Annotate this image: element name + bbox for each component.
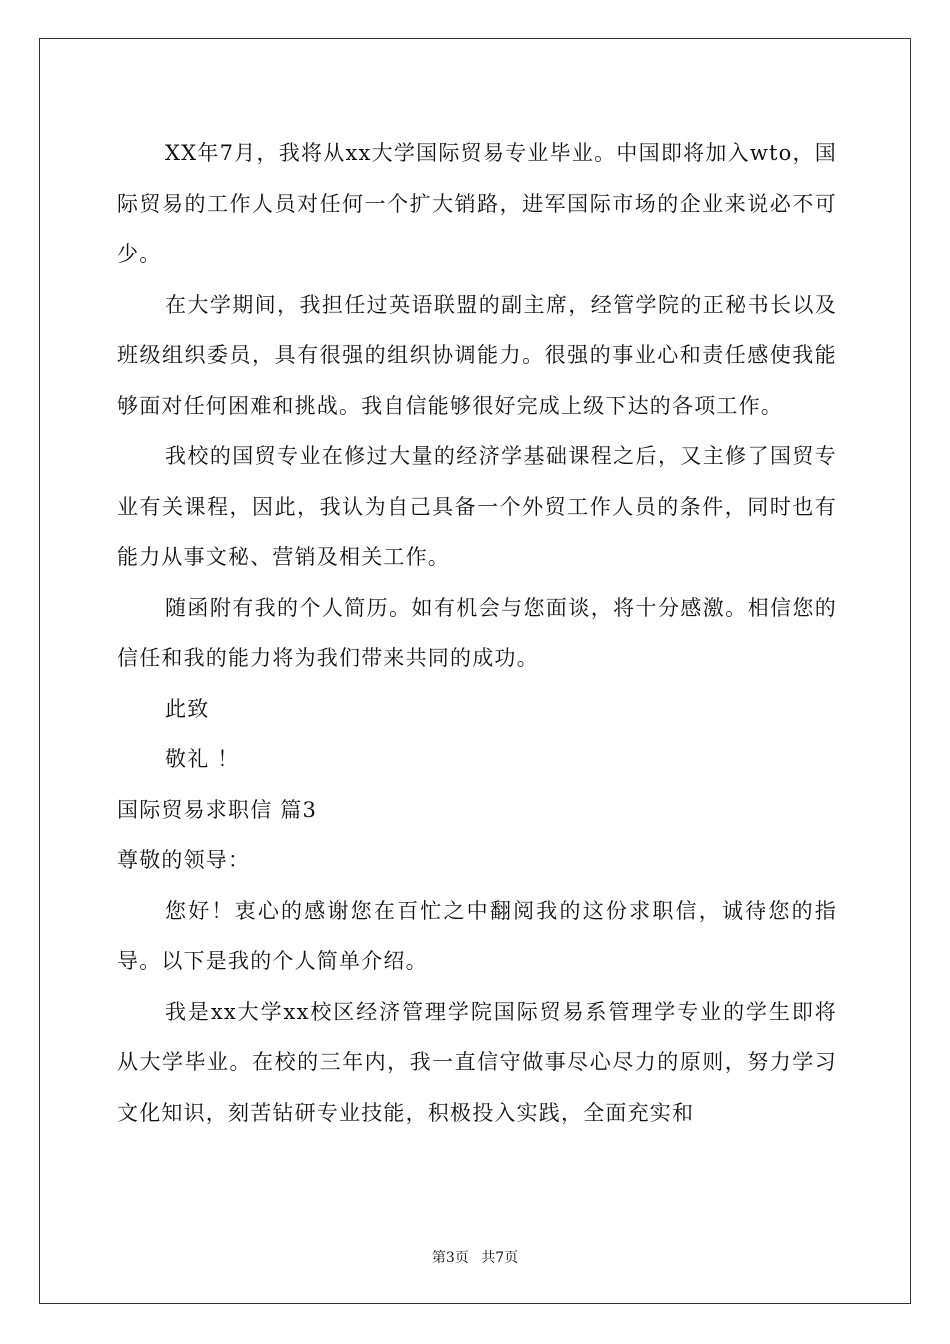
closing-salute: 敬礼 ！ xyxy=(165,747,240,771)
page-number: 第3页 xyxy=(431,1250,469,1266)
page-footer xyxy=(0,1247,950,1267)
paragraph: 在大学期间，我担任过英语联盟的副主席，经管学院的正秘书长以及班级组织委员，具有很强的组织协调能力。很强的事业心和责任感使我能够面对任何困难和挑战。我自信能够很好完成上级下达的各项工作。 xyxy=(117,292,837,418)
paragraph: 您好！衷心的感谢您在百忙之中翻阅我的这份求职信，诚待您的指导。以下是我的个人简单介绍。 xyxy=(117,898,837,973)
paragraph: 我是xx大学xx校区经济管理学院国际贸易系管理学专业的学生即将从大学毕业。在校的三年内，我一直信守做事尽心尽力的原则，努力学习文化知识，刻苦钻研专业技能，积极投入实践，全面充实和 xyxy=(117,999,837,1125)
section-title: 国际贸易求职信 篇3 xyxy=(117,797,318,822)
salutation: 尊敬的领导： xyxy=(117,848,251,872)
letter-body xyxy=(117,128,837,1138)
page-total: 共7页 xyxy=(481,1250,519,1266)
closing-line: 此致 xyxy=(165,696,210,721)
paragraph: 随函附有我的个人简历。如有机会与您面谈，将十分感激。相信您的信任和我的能力将为我们带来共同的成功。 xyxy=(117,595,837,670)
paragraph: XX年7月，我将从xx大学国际贸易专业毕业。中国即将加入wto，国际贸易的工作人员对任何一个扩大销路，进军国际市场的企业来说必不可少。 xyxy=(117,141,837,266)
paragraph: 我校的国贸专业在修过大量的经济学基础课程之后，又主修了国贸专业有关课程，因此，我认为自己具备一个外贸工作人员的条件，同时也有能力从事文秘、营销及相关工作。 xyxy=(117,444,837,569)
